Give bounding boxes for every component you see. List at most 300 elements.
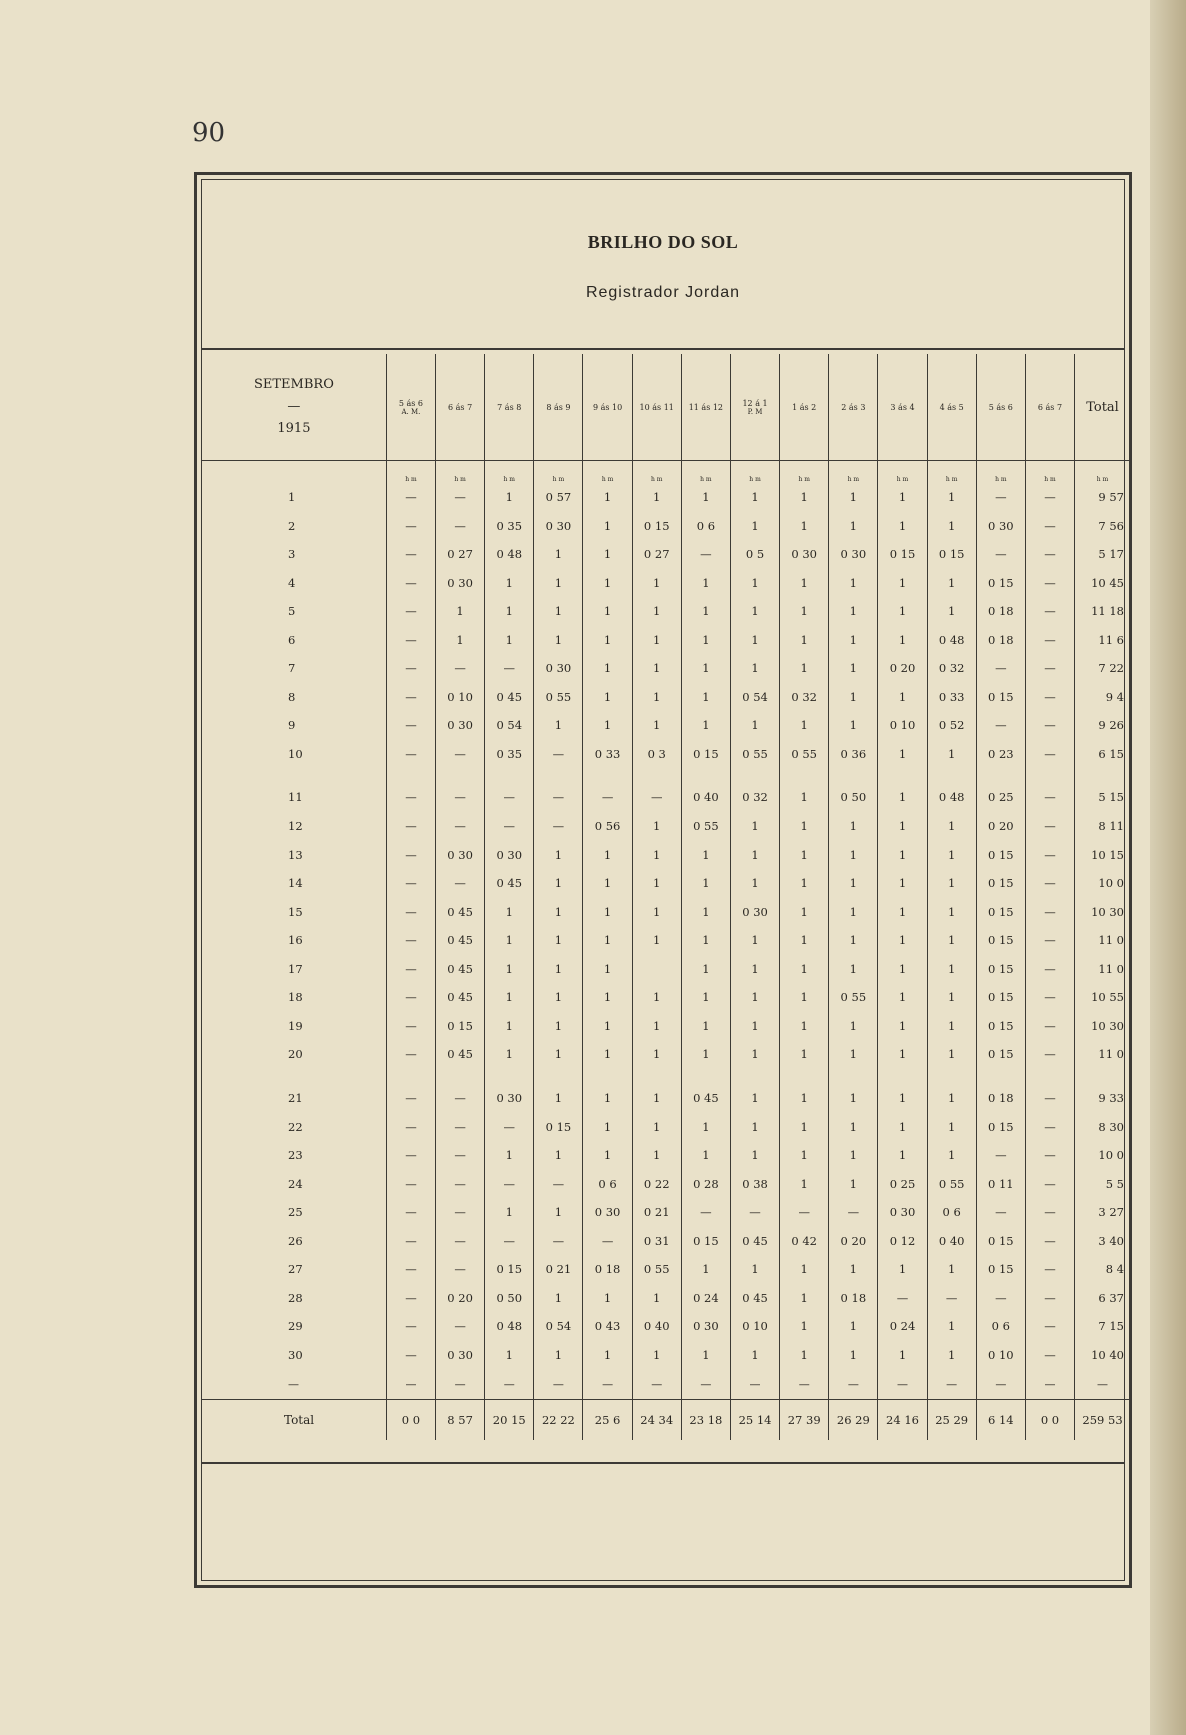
day-total-cell: 5 17 [1075,540,1130,569]
day-total-cell: 7 56 [1075,512,1130,541]
day-total-cell: 10 30 [1075,1012,1130,1041]
hour-label: 6 ás 7 [448,402,473,412]
hour-label: 2 ás 3 [841,402,866,412]
hour-header [534,354,583,461]
table-row [202,483,1130,512]
hour-cell: 1 [534,869,583,898]
day-total-cell: 10 40 [1075,1341,1130,1370]
hour-cell: 0 15 [976,569,1025,598]
hour-cell: 1 [780,841,829,870]
hour-cell: 1 [780,597,829,626]
hour-cell: 1 [829,955,878,984]
dash-cell: — [485,1369,534,1400]
hour-total-cell: 6 14 [976,1400,1025,1441]
hour-cell: — [681,1198,730,1227]
hour-cell: 1 [534,1040,583,1069]
hour-header [976,354,1025,461]
hour-cell: 1 [780,955,829,984]
hour-cell: — [436,1312,485,1341]
hour-cell: — [386,1255,435,1284]
hour-cell: 1 [730,1012,779,1041]
hour-label: 6 ás 7 [1037,402,1063,412]
hour-total-cell: 23 18 [681,1400,730,1441]
hour-cell: 1 [878,812,927,841]
hour-cell: — [386,1312,435,1341]
hour-cell: 1 [583,540,632,569]
hour-cell: 1 [583,512,632,541]
hour-cell: 1 [829,626,878,655]
hour-cell: — [386,1141,435,1170]
table-row [202,1113,1130,1142]
hour-cell: 1 [485,1040,534,1069]
hour-cell: 0 40 [927,1227,976,1256]
hour-cell: 0 3 [632,740,681,769]
hour-cell: 0 18 [976,1069,1025,1113]
hour-cell: 1 [534,841,583,870]
hour-cell: 1 [681,1255,730,1284]
hour-cell: 1 [583,1141,632,1170]
hour-cell: 0 15 [534,1113,583,1142]
day-cell: 21 [288,1090,303,1105]
hour-cell: 0 15 [878,540,927,569]
hour-cell: 0 21 [632,1198,681,1227]
hour-cell: 1 [927,1312,976,1341]
hour-header [780,354,829,461]
hour-cell: 0 25 [878,1170,927,1199]
hour-cell: 1 [583,569,632,598]
hour-cell: 0 6 [976,1312,1025,1341]
table-body [202,483,1130,1440]
hour-cell: 1 [780,1341,829,1370]
hour-cell: 1 [927,1012,976,1041]
unit-label: h m [1075,461,1130,484]
hour-cell: — [976,711,1025,740]
hour-cell: — [386,955,435,984]
hour-total-cell: 22 22 [534,1400,583,1441]
hour-cell: 1 [485,569,534,598]
day-total-cell: 9 26 [1075,711,1130,740]
page-edge [1150,0,1186,1735]
day-cell: 6 [288,632,296,647]
hour-cell: 0 6 [681,512,730,541]
hour-cell: 1 [780,898,829,927]
hour-cell: 1 [829,1113,878,1142]
hour-cell: 1 [780,768,829,812]
unit-label: h m [436,461,485,484]
hour-cell: 0 24 [878,1312,927,1341]
day-cell: 4 [288,575,296,590]
hour-label: 8 ás 9 [546,402,571,412]
hour-cell: 0 20 [829,1227,878,1256]
dash-cell: — [534,1369,583,1400]
hour-cell: 1 [534,926,583,955]
hour-cell: — [436,740,485,769]
day-total-cell: 3 40 [1075,1227,1130,1256]
hour-cell: 0 23 [976,740,1025,769]
dash-cell: — [878,1369,927,1400]
hour-cell: 1 [534,898,583,927]
month-underline: — [287,399,301,414]
table-row [202,683,1130,712]
day-total-cell: 10 30 [1075,898,1130,927]
hour-cell: 1 [927,740,976,769]
hour-cell: — [976,1198,1025,1227]
table-row [202,1255,1130,1284]
hour-cell: 1 [485,926,534,955]
hour-cell: 0 48 [927,768,976,812]
hour-cell: 1 [632,1113,681,1142]
hour-cell: 1 [780,869,829,898]
hour-cell: — [386,740,435,769]
hour-cell: 0 45 [730,1284,779,1313]
hour-cell: 1 [829,841,878,870]
hour-cell: 1 [681,983,730,1012]
hour-cell: — [1025,841,1074,870]
day-cell: 25 [288,1205,303,1220]
hour-cell: 0 54 [534,1312,583,1341]
hour-cell: 1 [829,711,878,740]
grand-total-cell: 259 53 [1075,1400,1130,1441]
hour-cell: 0 40 [632,1312,681,1341]
hour-cell: 1 [730,1341,779,1370]
hour-cell: 0 52 [927,711,976,740]
hour-cell: 0 18 [583,1255,632,1284]
dash-cell: — [1025,1369,1074,1400]
hour-cell: 1 [632,812,681,841]
table-row [202,926,1130,955]
hour-cell: — [681,540,730,569]
hour-cell: 1 [534,983,583,1012]
hour-cell: 0 15 [681,1227,730,1256]
hour-header [878,354,927,461]
day-total-cell: 7 15 [1075,1312,1130,1341]
hour-cell: 1 [632,1284,681,1313]
hour-cell: 0 54 [485,711,534,740]
hour-cell: — [1025,768,1074,812]
hour-cell: 0 15 [485,1255,534,1284]
day-total-cell: 10 45 [1075,569,1130,598]
day-cell: 7 [288,661,296,676]
hour-cell: 0 31 [632,1227,681,1256]
hour-cell: 1 [730,654,779,683]
day-total-cell: 9 4 [1075,683,1130,712]
hour-cell: 0 15 [976,1255,1025,1284]
hour-cell: 1 [927,869,976,898]
dash-cell: — [780,1369,829,1400]
dash-cell: — [632,1369,681,1400]
hour-cell: — [1025,711,1074,740]
hour-cell: 0 57 [534,483,583,512]
day-cell: 11 [288,790,303,804]
day-total-cell: 5 15 [1075,768,1130,812]
hour-cell: 1 [780,654,829,683]
day-cell: 28 [288,1290,303,1305]
hour-cell: 0 33 [583,740,632,769]
hour-cell: 1 [878,483,927,512]
hour-cell: 1 [583,1012,632,1041]
hour-cell: 1 [780,1312,829,1341]
unit-label: h m [829,461,878,484]
hour-cell: 0 18 [976,597,1025,626]
hour-cell: 1 [927,1255,976,1284]
hour-cell: 0 55 [829,983,878,1012]
hour-cell: 1 [730,1141,779,1170]
hour-cell: 0 30 [436,841,485,870]
hour-cell: 0 30 [534,512,583,541]
hour-cell: 0 45 [436,1040,485,1069]
hour-cell: 1 [632,1040,681,1069]
hour-cell: 0 18 [829,1284,878,1313]
hour-cell: 0 24 [681,1284,730,1313]
hour-cell: — [386,654,435,683]
hour-header [436,354,485,461]
totals-label: Total [202,1400,386,1441]
hour-cell: — [927,1284,976,1313]
hour-cell: 1 [681,1040,730,1069]
hour-label: 10 ás 11 [639,402,674,412]
hour-cell: 0 32 [780,683,829,712]
day-cell: 10 [288,746,303,761]
header-row [202,354,1130,461]
hour-cell: 0 30 [829,540,878,569]
table-row [202,540,1130,569]
hour-cell: 0 15 [976,1113,1025,1142]
hour-cell: — [485,1113,534,1142]
hour-cell: — [976,1141,1025,1170]
hour-label: 1 ás 2 [792,402,817,412]
hour-cell: 0 55 [681,812,730,841]
hour-cell: 1 [681,1012,730,1041]
hour-label: 3 ás 4 [890,402,915,412]
hour-cell: 0 30 [583,1198,632,1227]
hour-cell: 0 15 [976,926,1025,955]
day-total-cell: 8 4 [1075,1255,1130,1284]
hour-cell: — [436,1198,485,1227]
hour-cell: — [386,1341,435,1370]
month-header [202,354,386,461]
hour-cell: 0 5 [730,540,779,569]
hour-header [632,354,681,461]
hour-cell: 0 32 [927,654,976,683]
hour-cell: 1 [927,569,976,598]
hour-cell: — [1025,1227,1074,1256]
hour-cell: 0 10 [436,683,485,712]
day-total-cell: 11 0 [1075,926,1130,955]
hour-header [829,354,878,461]
day-total-cell: 6 37 [1075,1284,1130,1313]
hour-cell: 0 30 [534,654,583,683]
hour-cell: 1 [780,483,829,512]
hour-cell: 0 11 [976,1170,1025,1199]
hour-cell: — [386,683,435,712]
hour-cell: 0 56 [583,812,632,841]
hour-cell: 1 [436,597,485,626]
hour-cell: 1 [583,1113,632,1142]
hour-total-cell: 20 15 [485,1400,534,1441]
hour-cell: 1 [583,711,632,740]
hour-cell: 1 [632,569,681,598]
hour-cell: 1 [730,955,779,984]
hour-cell: 1 [583,683,632,712]
hour-cell: 0 30 [485,841,534,870]
hour-cell: — [436,768,485,812]
hour-cell: 1 [927,812,976,841]
dash-cell: — [436,1369,485,1400]
hour-cell: 1 [583,926,632,955]
hour-cell: 0 54 [730,683,779,712]
hour-cell: 1 [485,1012,534,1041]
hour-cell: — [1025,626,1074,655]
dash-cell: — [976,1369,1025,1400]
hour-cell: 0 15 [632,512,681,541]
hour-cell: — [976,1284,1025,1313]
hour-cell: 1 [927,926,976,955]
unit-label: h m [927,461,976,484]
table-row [202,1284,1130,1313]
hour-cell: 0 43 [583,1312,632,1341]
hour-cell: 0 15 [976,983,1025,1012]
hour-cell: 1 [780,926,829,955]
hour-cell: 0 55 [780,740,829,769]
hour-cell: — [583,768,632,812]
hour-cell: — [386,1227,435,1256]
hour-cell: 1 [878,983,927,1012]
hour-cell: 0 22 [632,1170,681,1199]
hour-label: 7 ás 8 [497,402,522,412]
hour-cell: 1 [927,1040,976,1069]
table-row [202,569,1130,598]
hour-cell: 0 42 [780,1227,829,1256]
table-row [202,512,1130,541]
hour-cell: 1 [681,1141,730,1170]
hour-cell: — [1025,1284,1074,1313]
hour-cell: — [386,983,435,1012]
table-row [202,1341,1130,1370]
hour-cell: — [1025,569,1074,598]
hour-cell: 0 48 [485,540,534,569]
day-total-cell: 11 6 [1075,626,1130,655]
hour-cell: 1 [829,683,878,712]
table-row [202,955,1130,984]
day-cell: 24 [288,1176,303,1191]
dash-cell: — [927,1369,976,1400]
hour-cell: 0 55 [730,740,779,769]
hour-cell: 1 [632,869,681,898]
hour-cell: — [976,483,1025,512]
hour-cell: 0 10 [730,1312,779,1341]
hour-cell: 1 [829,597,878,626]
hour-cell: 1 [632,711,681,740]
day-cell: 23 [288,1148,303,1163]
hour-cell: — [730,1198,779,1227]
hour-cell: 1 [730,1255,779,1284]
hour-total-cell: 26 29 [829,1400,878,1441]
hour-cell: 1 [878,1012,927,1041]
hour-cell: 1 [583,1284,632,1313]
hour-cell: 0 30 [681,1312,730,1341]
hour-cell: 1 [780,1284,829,1313]
hour-cell: 0 30 [436,1341,485,1370]
hour-cell: 1 [534,1012,583,1041]
hour-cell: — [1025,1312,1074,1341]
hour-cell: — [386,569,435,598]
hour-cell: — [436,1170,485,1199]
day-total-cell: 9 33 [1075,1069,1130,1113]
hour-cell: 0 33 [927,683,976,712]
table-row [202,626,1130,655]
hour-cell: 1 [534,955,583,984]
hour-cell: 0 55 [534,683,583,712]
hour-cell: 1 [927,1141,976,1170]
hour-cell: 1 [878,1113,927,1142]
hour-cell: 1 [534,569,583,598]
footer-rule [202,1462,1124,1464]
hour-cell: 1 [583,626,632,655]
hour-cell: 1 [780,569,829,598]
dash-cell: — [681,1369,730,1400]
hour-cell: — [386,1198,435,1227]
day-cell: 30 [288,1347,303,1362]
totals-row [202,1400,1130,1441]
dash-cell: — [730,1369,779,1400]
hour-cell: — [534,768,583,812]
hour-cell: 1 [878,841,927,870]
hour-cell: 1 [780,1141,829,1170]
hour-cell: 0 30 [730,898,779,927]
hour-cell: 0 30 [436,569,485,598]
day-total-cell: 10 0 [1075,1141,1130,1170]
hour-cell: — [386,1170,435,1199]
hour-cell: 1 [878,898,927,927]
hour-cell: 1 [583,841,632,870]
hour-cell: 1 [878,512,927,541]
hour-cell: 0 27 [436,540,485,569]
unit-label: h m [730,461,779,484]
day-total-cell: 11 0 [1075,1040,1130,1069]
hour-cell: 0 45 [730,1227,779,1256]
hour-cell: 1 [878,1069,927,1113]
hour-cell: 1 [878,740,927,769]
hour-cell: 0 20 [976,812,1025,841]
hour-label: 5 ás 6 [988,402,1013,412]
hour-cell: — [1025,740,1074,769]
hour-cell: — [386,812,435,841]
hour-cell: — [1025,683,1074,712]
hour-cell: — [436,812,485,841]
hour-cell: 1 [632,683,681,712]
hour-cell: 0 20 [878,654,927,683]
unit-label: h m [632,461,681,484]
day-cell: 3 [288,547,296,562]
hour-total-cell: 25 6 [583,1400,632,1441]
table-row [202,983,1130,1012]
hour-cell: 1 [878,626,927,655]
day-total-cell: 10 55 [1075,983,1130,1012]
hour-total-cell: 25 29 [927,1400,976,1441]
hour-cell: — [1025,483,1074,512]
hour-total-cell: 8 57 [436,1400,485,1441]
hour-cell: — [534,812,583,841]
table-row [202,1170,1130,1199]
hour-cell: — [780,1198,829,1227]
page-number: 90 [192,118,226,148]
hour-cell: 0 15 [976,1040,1025,1069]
hour-cell: 1 [632,1012,681,1041]
table-row [202,1198,1130,1227]
hour-cell: 1 [681,841,730,870]
hour-cell: 0 15 [681,740,730,769]
hour-cell: 1 [534,597,583,626]
